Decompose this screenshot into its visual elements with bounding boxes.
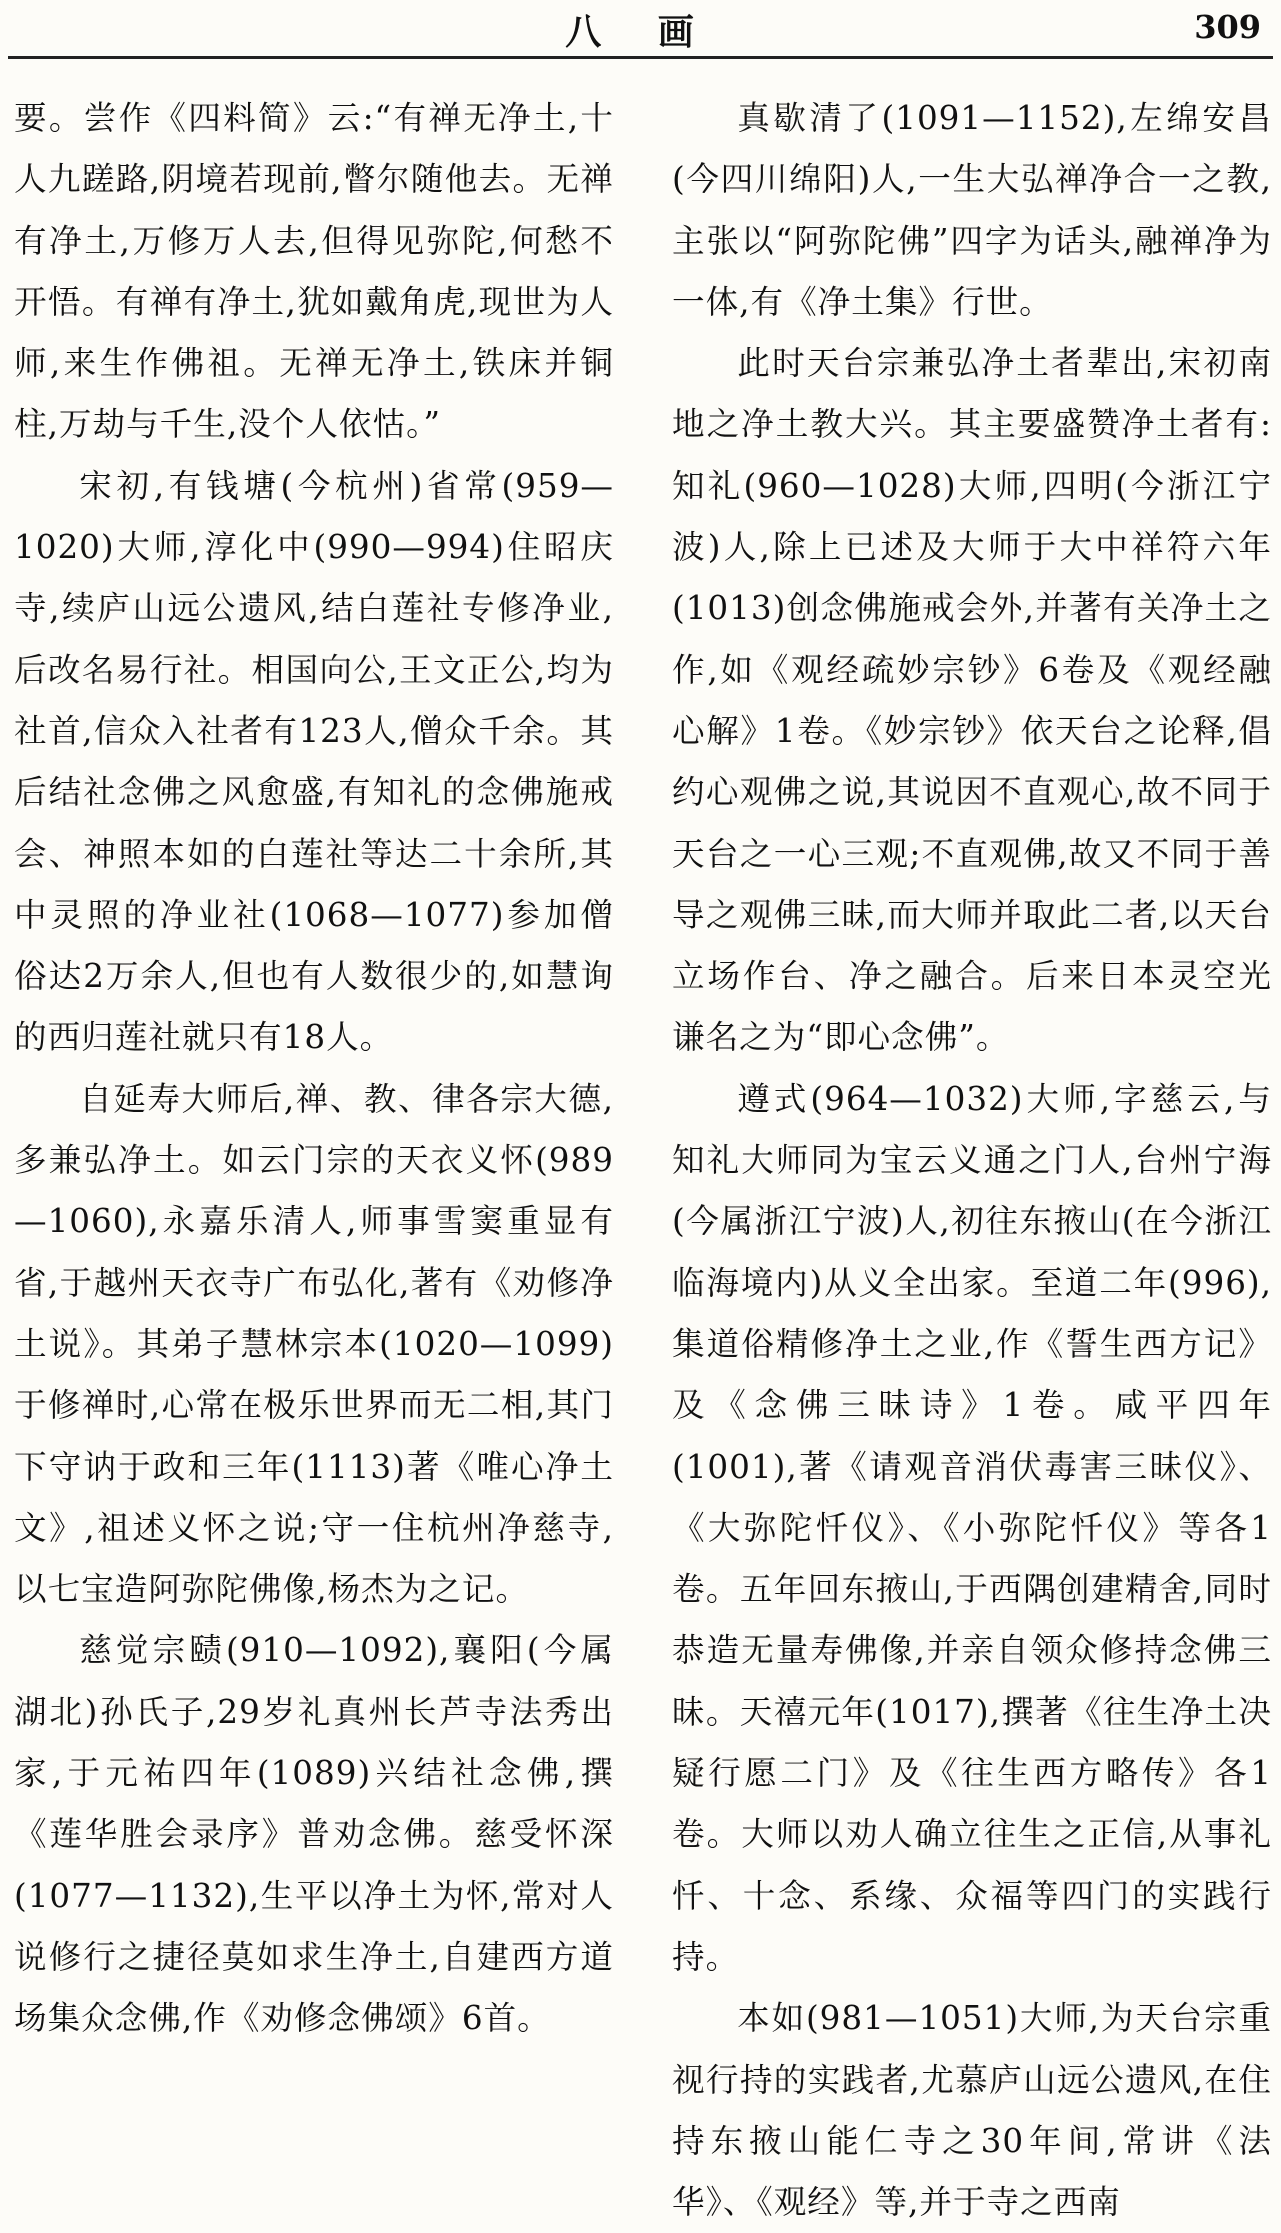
paragraph: 本如(981—1051)大师,为天台宗重视行持的实践者,尤慕庐山远公遗风,在住持东掖山能仁寺之30年间,常讲《法华》、《观经》等,并于寺之西南	[672, 1999, 1272, 2222]
page-number: 309	[1194, 8, 1261, 46]
page-header	[0, 0, 1281, 62]
header-rule	[8, 56, 1273, 59]
paragraph: 慈觉宗赜(910—1092),襄阳(今属湖北)孙氏子,29岁礼真州长芦寺法秀出家,于元祐四年(1089)兴结社念佛,撰《莲华胜会录序》普劝念佛。慈受怀深(1077—1132),生平以净土为怀,常对人说修行之捷径莫如求生净土,自建西方道场集众念佛,作《劝修念佛颂》6首。	[14, 1631, 614, 2038]
running-head: 八 画	[565, 12, 716, 53]
paragraph: 遵式(964—1032)大师,字慈云,与知礼大师同为宝云义通之门人,台州宁海(今属浙江宁波)人,初往东掖山(在今浙江临海境内)从义全出家。至道二年(996),集道俗精修净土之业,作《誓生西方记》及《念佛三昧诗》1卷。咸平四年(1001),著《请观音消伏毒害三昧仪》、《大弥陀忏仪》、《小弥陀忏仪》等各1卷。五年回东掖山,于西隅创建精舍,同时恭造无量寿佛像,并亲自领众修持念佛三昧。天禧元年(1017),撰著《往生净土决疑行愿二门》及《往生西方略传》各1卷。大师以劝人确立往生之正信,从事礼忏、十念、系缘、众福等四门的实践行持。	[672, 1079, 1272, 1976]
paragraph: 此时天台宗兼弘净土者辈出,宋初南地之净土教大兴。其主要盛赞净土者有:知礼(960—1028)大师,四明(今浙江宁波)人,除上已述及大师于大中祥符六年(1013)创念佛施戒会外,并著有关净土之作,如《观经疏妙宗钞》6卷及《观经融心解》1卷。《妙宗钞》依天台之论释,倡约心观佛之说,其说因不直观心,故不同于天台之一心三观;不直观佛,故又不同于善导之观佛三昧,而大师并取此二者,以天台立场作台、净之融合。后来日本灵空光谦名之为“即心念佛”。	[672, 344, 1272, 1057]
left-column	[14, 88, 614, 2050]
paragraph: 自延寿大师后,禅、教、律各宗大德,多兼弘净土。如云门宗的天衣义怀(989—1060),永嘉乐清人,师事雪窦重显有省,于越州天衣寺广布弘化,著有《劝修净土说》。其弟子慧林宗本(1020—1099)于修禅时,心常在极乐世界而无二相,其门下守讷于政和三年(1113)著《唯心净土文》,祖述义怀之说;守一住杭州净慈寺,以七宝造阿弥陀佛像,杨杰为之记。	[14, 1079, 614, 1609]
right-column	[672, 88, 1272, 2233]
paragraph: 宋初,有钱塘(今杭州)省常(959—1020)大师,淳化中(990—994)住昭庆寺,续庐山远公遗风,结白莲社专修净业,后改名易行社。相国向公,王文正公,均为社首,信众入社者有123人,僧众千余。其后结社念佛之风愈盛,有知礼的念佛施戒会、神照本如的白莲社等达二十余所,其中灵照的净业社(1068—1077)参加僧俗达2万余人,但也有人数很少的,如慧询的西归莲社就只有18人。	[14, 466, 614, 1057]
paragraph: 要。尝作《四料简》云:“有禅无净土,十人九蹉路,阴境若现前,瞥尔随他去。无禅有净土,万修万人去,但得见弥陀,何愁不开悟。有禅有净土,犹如戴角虎,现世为人师,来生作佛祖。无禅无净土,铁床并铜柱,万劫与千生,没个人依怙。”	[14, 99, 614, 444]
paragraph: 真歇清了(1091—1152),左绵安昌(今四川绵阳)人,一生大弘禅净合一之教,主张以“阿弥陀佛”四字为话头,融禅净为一体,有《净土集》行世。	[672, 99, 1272, 321]
